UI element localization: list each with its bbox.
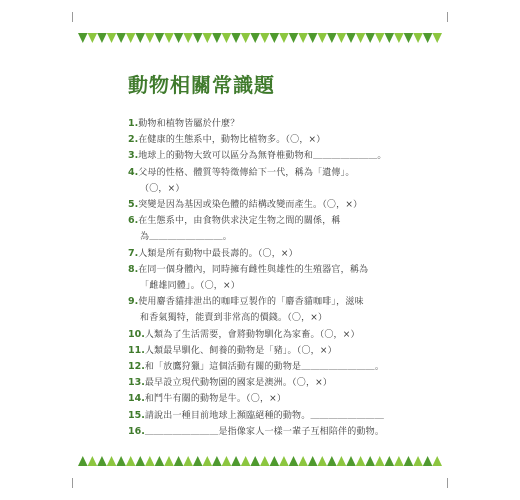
triangle — [432, 33, 442, 43]
triangle — [308, 33, 318, 43]
triangle — [250, 33, 260, 43]
triangle — [423, 456, 433, 466]
question-text: 在生態系中，由食物供求決定生物之間的關係，稱 — [138, 216, 341, 227]
question-continuation — [128, 278, 388, 294]
question-number: 12. — [128, 361, 145, 373]
question-number: 7. — [128, 247, 139, 259]
question-text: 為＿＿＿＿＿＿＿＿。 — [140, 232, 233, 243]
triangle — [317, 33, 327, 43]
triangle — [365, 456, 375, 466]
triangle — [78, 456, 88, 466]
question-item — [128, 375, 388, 391]
triangle — [78, 33, 88, 43]
question-item — [128, 359, 388, 375]
question-text: 動物和植物皆屬於什麼？ — [138, 119, 240, 129]
question-text: 最早設立現代動物園的國家是澳洲。（〇，×） — [144, 378, 333, 389]
triangle — [135, 456, 145, 466]
page-title: 動物相關常識題 — [128, 73, 275, 97]
triangle — [241, 456, 251, 466]
triangle — [289, 33, 299, 43]
triangle — [327, 33, 337, 43]
triangle — [423, 33, 433, 43]
question-text: 「雌雄同體」。（〇，×） — [140, 281, 240, 292]
question-continuation — [128, 181, 388, 197]
question-number: 11. — [128, 344, 145, 356]
question-item — [128, 213, 388, 229]
triangle — [375, 456, 385, 466]
question-item — [128, 294, 388, 310]
question-number: 1. — [128, 118, 139, 129]
question-item — [128, 148, 388, 164]
question-continuation — [128, 310, 388, 326]
question-item — [128, 116, 388, 132]
triangle — [413, 456, 423, 466]
triangle — [394, 456, 404, 466]
triangle — [241, 33, 251, 43]
question-list — [128, 116, 388, 440]
crop-mark — [72, 478, 73, 488]
triangle — [116, 456, 126, 466]
triangle — [356, 456, 366, 466]
triangle — [126, 33, 136, 43]
triangle — [404, 33, 414, 43]
triangle — [385, 33, 395, 43]
triangle — [260, 456, 270, 466]
question-text: 在同一個身體內，同時擁有雌性與雄性的生殖器官，稱為 — [138, 264, 369, 275]
triangle — [260, 33, 270, 43]
triangle — [298, 456, 308, 466]
question-item — [128, 343, 388, 359]
triangle — [203, 33, 213, 43]
triangle — [145, 33, 155, 43]
triangle — [126, 456, 136, 466]
triangle — [317, 456, 327, 466]
question-number: 10. — [128, 328, 145, 340]
question-item — [128, 197, 388, 213]
triangle — [174, 33, 184, 43]
question-text: 請說出一種目前地球上瀕臨絕種的動物。＿＿＿＿＿＿＿＿ — [144, 410, 385, 421]
bottom-triangle-border — [78, 456, 442, 466]
question-item — [128, 262, 388, 278]
question-number: 8. — [128, 263, 139, 275]
triangle — [145, 456, 155, 466]
triangle — [212, 456, 222, 466]
triangle — [88, 456, 98, 466]
question-text: 和「放鷹狩獵」這個活動有關的動物是＿＿＿＿＿＿＿＿。 — [144, 362, 385, 373]
question-number: 13. — [128, 377, 145, 389]
question-number: 5. — [128, 199, 139, 211]
question-text: 突變是因為基因或染色體的結構改變而產生。（〇，×） — [138, 200, 363, 211]
top-triangle-border — [78, 33, 442, 43]
triangle — [174, 456, 184, 466]
triangle — [231, 33, 241, 43]
crop-mark — [447, 12, 448, 22]
triangle — [356, 33, 366, 43]
triangle — [413, 33, 423, 43]
triangle-pattern — [78, 33, 442, 43]
question-number: 15. — [128, 409, 145, 421]
question-text: 在健康的生態系中，動物比植物多。（〇，×） — [138, 135, 326, 146]
triangle — [183, 33, 193, 43]
triangle — [279, 33, 289, 43]
question-number: 3. — [128, 150, 139, 162]
triangle — [289, 456, 299, 466]
triangle — [116, 33, 126, 43]
triangle — [107, 456, 117, 466]
triangle — [432, 456, 442, 466]
triangle — [97, 456, 107, 466]
triangle-pattern — [78, 456, 442, 466]
question-item — [128, 327, 388, 343]
triangle — [155, 456, 165, 466]
triangle — [404, 456, 414, 466]
triangle — [385, 456, 395, 466]
question-text: （〇，×） — [140, 183, 185, 194]
triangle — [337, 456, 347, 466]
question-text: 人類是所有動物中最長壽的。（〇，×） — [138, 248, 298, 259]
triangle — [183, 456, 193, 466]
question-item — [128, 424, 388, 440]
question-number: 16. — [128, 425, 145, 437]
triangle — [193, 456, 203, 466]
triangle — [97, 33, 107, 43]
question-number: 6. — [128, 215, 139, 227]
triangle — [164, 33, 174, 43]
question-number: 4. — [128, 166, 139, 178]
triangle — [155, 33, 165, 43]
question-text: 和鬥牛有關的動物是牛。（〇，×） — [144, 394, 287, 405]
question-text: 和香氣獨特，能賣到非常高的價錢。（〇，×） — [140, 313, 328, 324]
triangle — [337, 33, 347, 43]
triangle — [394, 33, 404, 43]
question-continuation — [128, 229, 388, 245]
triangle — [222, 456, 232, 466]
question-item — [128, 132, 388, 148]
question-item — [128, 246, 388, 262]
triangle — [107, 33, 117, 43]
triangle — [298, 33, 308, 43]
triangle — [279, 456, 289, 466]
triangle — [164, 456, 174, 466]
question-text: 人類為了生活需要，會將動物馴化為家畜。（〇，×） — [144, 329, 360, 340]
triangle — [270, 33, 280, 43]
crop-mark — [447, 478, 448, 488]
triangle — [270, 456, 280, 466]
question-item — [128, 165, 388, 181]
triangle — [346, 33, 356, 43]
question-text: 人類最早馴化、飼養的動物是「豬」。（〇，×） — [144, 345, 337, 356]
triangle — [193, 33, 203, 43]
triangle — [212, 33, 222, 43]
question-text: 使用麝香貓排泄出的咖啡豆製作的「麝香貓咖啡」，滋味 — [138, 297, 364, 308]
crop-mark — [72, 12, 73, 22]
question-text: ＿＿＿＿＿＿＿＿是指像家人一樣一輩子互相陪伴的動物。 — [144, 426, 385, 437]
triangle — [327, 456, 337, 466]
triangle — [231, 456, 241, 466]
triangle — [346, 456, 356, 466]
triangle — [365, 33, 375, 43]
question-text: 父母的性格、體質等特徵傳給下一代，稱為「遺傳」。 — [138, 167, 355, 178]
triangle — [135, 33, 145, 43]
question-number: 2. — [128, 134, 139, 146]
triangle — [375, 33, 385, 43]
triangle — [203, 456, 213, 466]
triangle — [250, 456, 260, 466]
triangle — [222, 33, 232, 43]
triangle — [88, 33, 98, 43]
question-number: 9. — [128, 296, 139, 308]
triangle — [308, 456, 318, 466]
question-number: 14. — [128, 393, 145, 405]
question-text: 地球上的動物大致可以區分為無脊椎動物和＿＿＿＿＿＿＿。 — [138, 151, 387, 162]
question-item — [128, 408, 388, 424]
question-item — [128, 391, 388, 407]
